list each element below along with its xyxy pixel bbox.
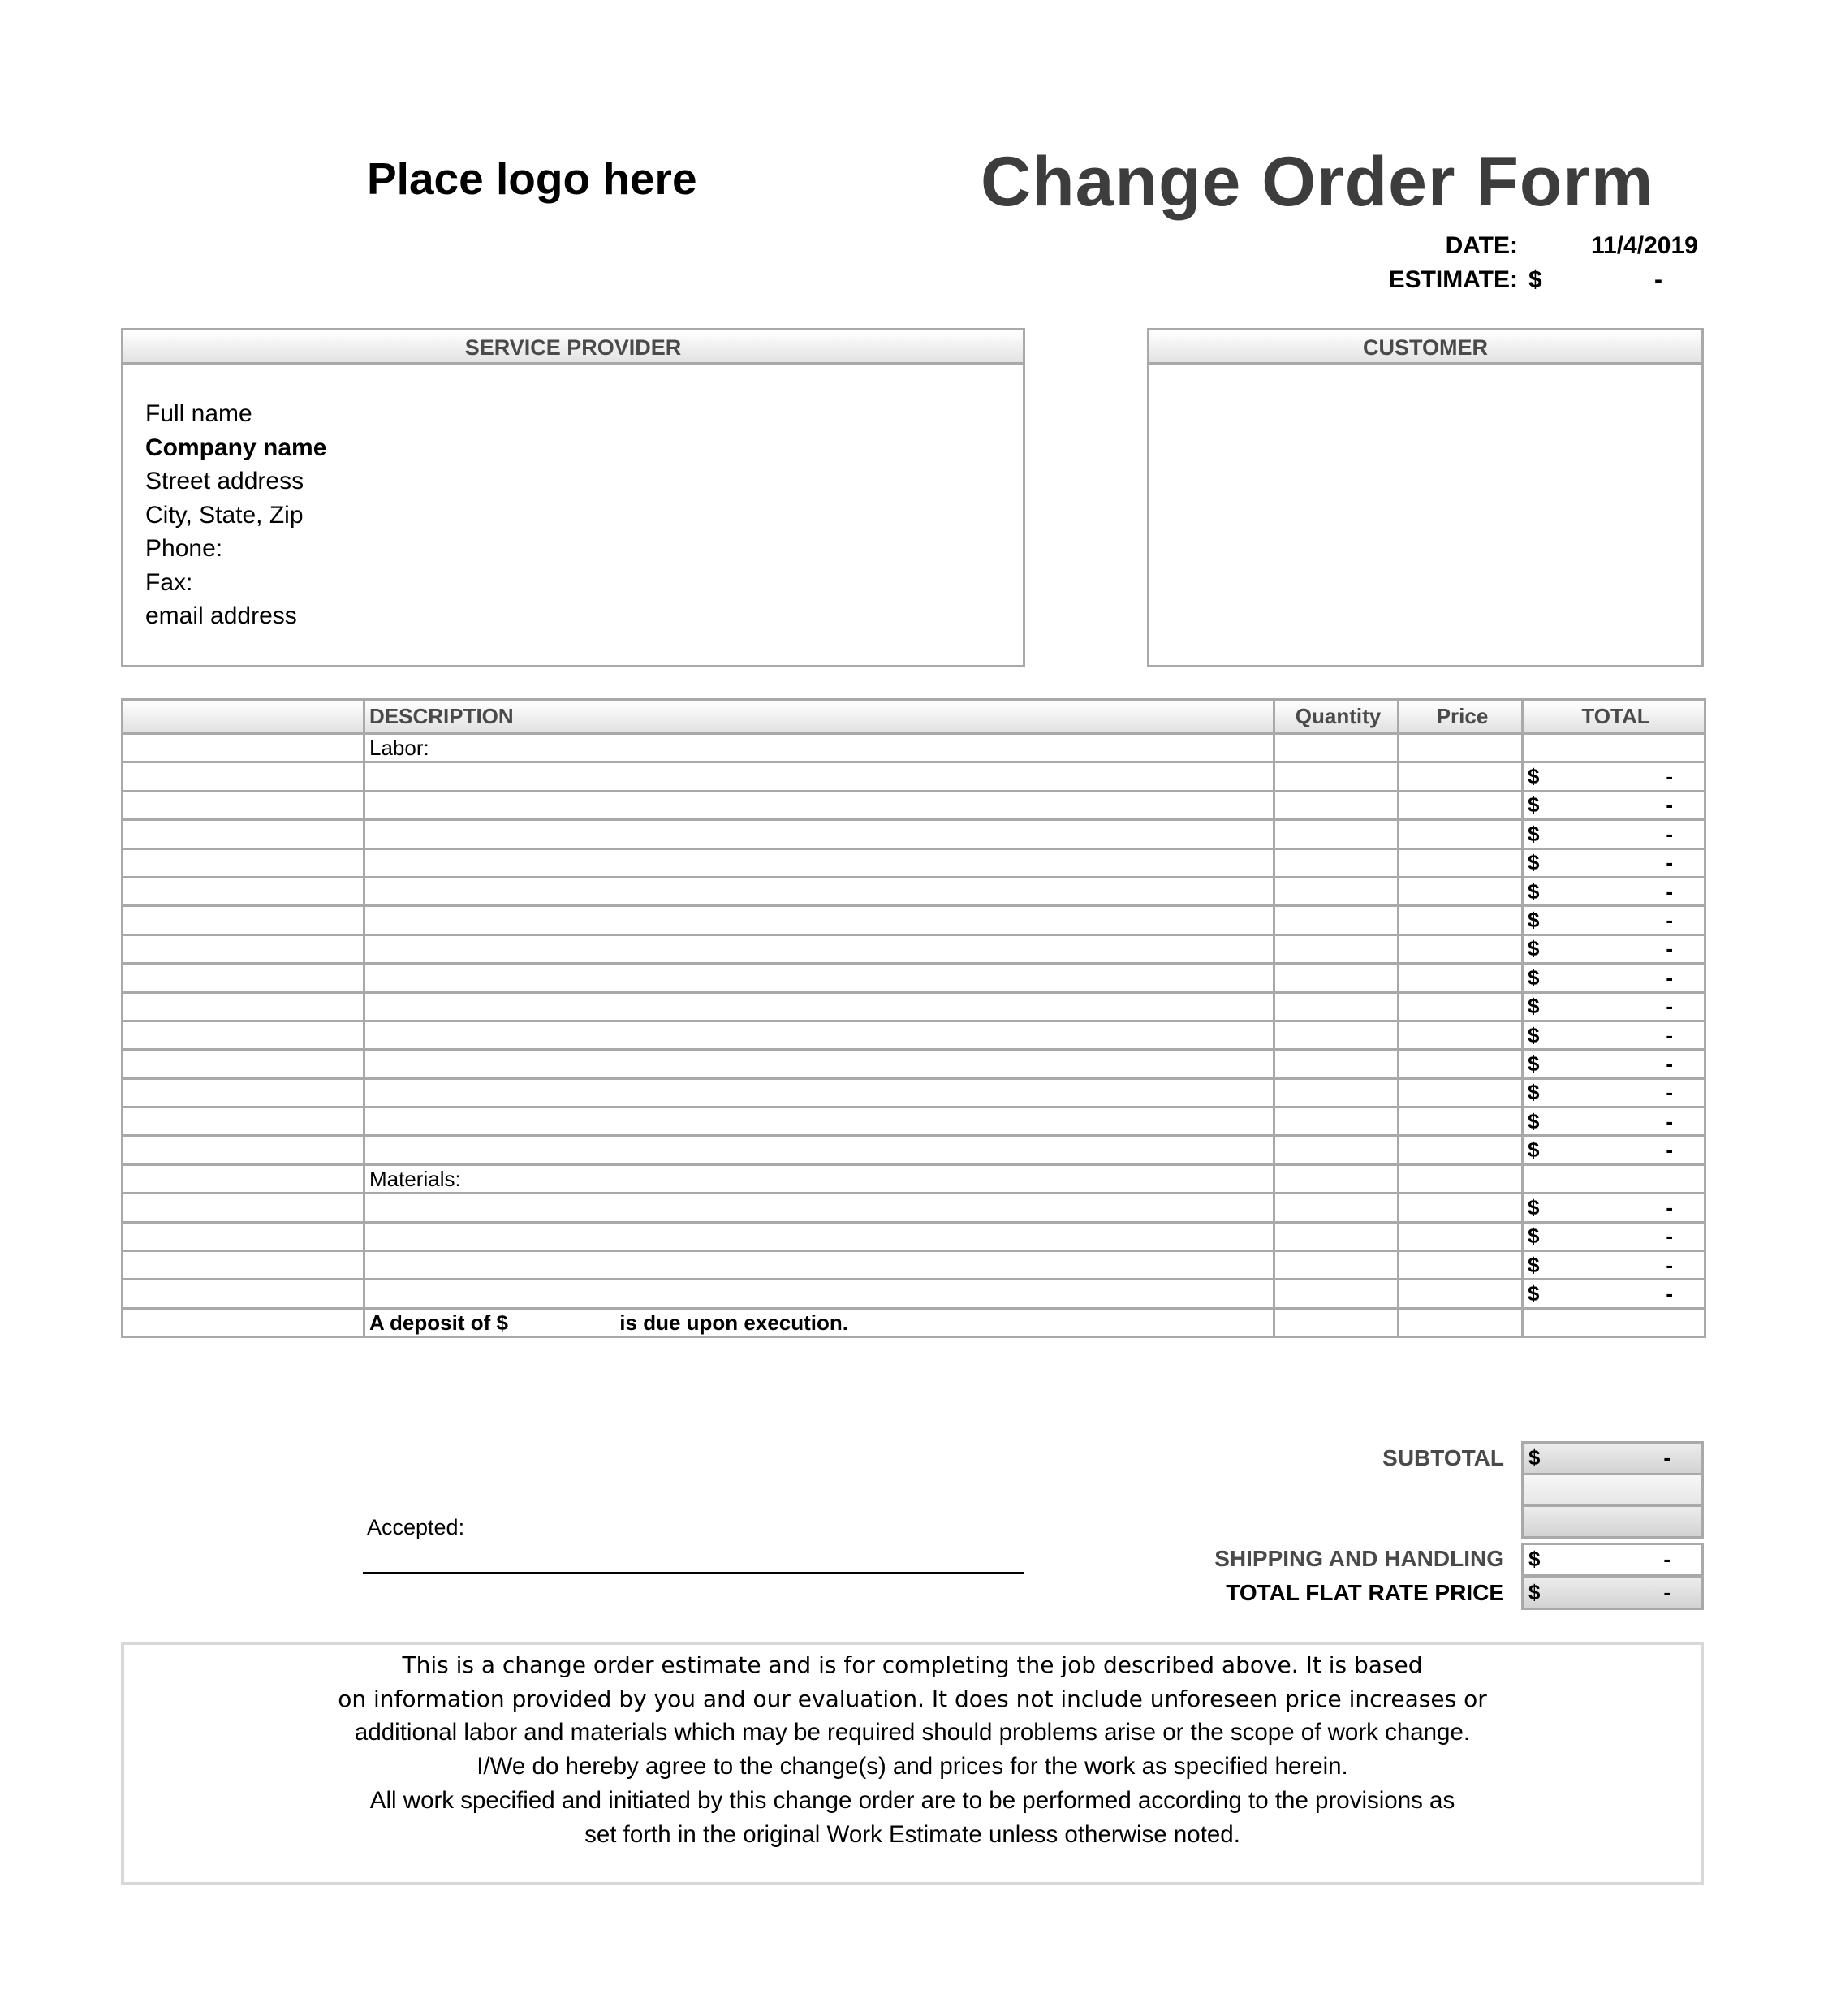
line-total-value: - [1666,792,1673,818]
column-header-total: TOTAL [1523,700,1705,734]
line-total-value: - [1666,936,1673,961]
line-total-value: - [1666,1108,1673,1133]
table-row [123,820,1705,848]
line-total-currency: $ [1528,1051,1540,1076]
table-cell[interactable] [1399,1050,1523,1078]
estimate-label: ESTIMATE: [1388,266,1518,293]
line-total-value: - [1666,1252,1673,1277]
line-total-cell [1523,1251,1705,1280]
subtotal-currency: $ [1528,1445,1541,1470]
table-cell[interactable] [1399,1251,1523,1280]
table-cell[interactable] [1274,935,1399,963]
line-total-value: - [1666,1022,1673,1047]
table-cell[interactable] [123,1308,364,1336]
line-total-cell [1523,964,1705,992]
table-cell[interactable] [1274,1194,1399,1222]
line-total [1528,1195,1704,1220]
table-cell[interactable] [1274,1050,1399,1078]
line-total-cell [1523,1136,1705,1164]
line-total-cell [1523,762,1705,791]
table-cell[interactable] [364,1251,1274,1280]
table-cell[interactable] [123,1251,364,1280]
line-total-cell [1523,1078,1705,1107]
table-cell[interactable] [364,992,1274,1021]
table-cell[interactable] [1274,848,1399,877]
table-cell[interactable] [364,848,1274,877]
line-total-value: - [1666,1281,1673,1306]
materials-section-row [123,1164,1705,1193]
line-total-currency: $ [1528,965,1540,990]
line-total-value: - [1666,908,1673,933]
disclaimer-line: All work specified and initiated by this change order are to be performed according to the provisions as [369,1786,1455,1814]
table-cell[interactable] [123,1050,364,1078]
provider-street-address[interactable]: Street address [145,468,304,494]
line-total-value: - [1666,1138,1673,1163]
signature-line[interactable] [363,1572,1024,1574]
disclaimer-line: additional labor and materials which may be required should problems arise or the scope of work change. [354,1719,1471,1746]
table-cell[interactable] [1399,1021,1523,1049]
date-value[interactable]: 11/4/2019 [1591,232,1698,259]
line-total-currency: $ [1528,850,1540,875]
line-total-currency: $ [1528,764,1540,789]
table-cell[interactable] [1399,1136,1523,1164]
table-cell[interactable] [123,1280,364,1308]
line-total [1528,1281,1704,1306]
table-cell[interactable] [1399,820,1523,848]
table-row [123,762,1705,791]
table-row [123,1050,1705,1078]
line-total [1528,764,1704,789]
deposit-note: A deposit of $_________ is due upon execution. [364,1308,1274,1336]
table-cell[interactable] [1399,734,1523,762]
line-total [1528,1109,1704,1134]
line-total [1528,994,1704,1019]
line-total-currency: $ [1528,1022,1540,1047]
provider-phone[interactable]: Phone: [145,535,223,562]
line-total-cell [1523,992,1705,1021]
line-total-cell [1523,1222,1705,1250]
table-cell[interactable] [1399,877,1523,905]
table-row [123,906,1705,935]
line-total-value: - [1666,878,1673,904]
line-total [1528,936,1704,961]
table-cell[interactable] [1523,1308,1705,1336]
table-cell[interactable] [1274,964,1399,992]
table-cell[interactable] [364,906,1274,935]
line-total-currency: $ [1528,908,1540,933]
table-row [123,877,1705,905]
table-cell[interactable] [1399,1280,1523,1308]
table-cell[interactable] [1399,992,1523,1021]
line-total-currency: $ [1528,1194,1540,1220]
table-header-row [123,700,1705,734]
line-total-currency: $ [1528,994,1540,1019]
blank-shaded-summary-cell [1521,1504,1704,1539]
disclaimer-line: on information provided by you and our evaluation. It does not include unforeseen price increases or [338,1685,1487,1712]
line-total-value: - [1666,821,1673,846]
estimate-currency: $ [1528,266,1542,293]
line-total-currency: $ [1528,1281,1540,1306]
line-total-currency: $ [1528,792,1540,818]
line-total [1528,1224,1704,1249]
table-cell[interactable] [364,1280,1274,1308]
total-flat-rate-label: TOTAL FLAT RATE PRICE [1226,1580,1504,1605]
line-total-cell [1523,1107,1705,1136]
deposit-row [123,1308,1705,1336]
line-total-value: - [1666,994,1673,1019]
line-total [1528,1051,1704,1077]
disclaimer-line: set forth in the original Work Estimate unless otherwise noted. [584,1820,1240,1848]
table-cell[interactable] [1399,935,1523,963]
shipping-value[interactable]: - [1663,1547,1671,1572]
table-cell[interactable] [1399,1194,1523,1222]
table-cell[interactable] [123,992,364,1021]
table-cell[interactable] [1274,762,1399,791]
provider-fax[interactable]: Fax: [145,568,193,596]
shipping-currency: $ [1528,1547,1541,1572]
service-provider-heading: SERVICE PROVIDER [123,330,1023,365]
line-total [1528,965,1704,991]
table-cell[interactable] [123,906,364,935]
provider-full-name[interactable]: Full name [145,400,252,427]
table-cell[interactable] [123,848,364,877]
service-provider-details[interactable] [123,365,1023,633]
table-cell[interactable] [364,762,1274,791]
table-cell[interactable] [1274,1251,1399,1280]
line-total-cell [1523,1050,1705,1078]
table-cell[interactable] [123,935,364,963]
table-cell[interactable] [123,1078,364,1107]
disclaimer-box [121,1642,1704,1885]
line-total [1528,850,1704,875]
column-header-blank [123,700,364,734]
table-cell[interactable] [364,791,1274,819]
materials-label: Materials: [364,1164,1274,1193]
total-flat-rate-cell [1521,1576,1704,1610]
logo-placeholder: Place logo here [367,153,697,204]
line-total-cell [1523,1021,1705,1049]
table-cell[interactable] [1399,1078,1523,1107]
blank-summary-cell[interactable] [1521,1473,1704,1507]
line-total [1528,1023,1704,1048]
accepted-label: Accepted: [367,1515,465,1539]
table-cell[interactable] [1274,791,1399,819]
table-row [123,1078,1705,1107]
table-cell[interactable] [1399,1308,1523,1336]
total-currency: $ [1528,1580,1541,1605]
customer-box [1147,328,1704,667]
line-total-value: - [1666,850,1673,875]
table-row [123,1107,1705,1136]
table-cell[interactable] [123,1222,364,1250]
line-total-currency: $ [1528,1138,1540,1163]
table-cell[interactable] [1274,1107,1399,1136]
table-cell[interactable] [1274,1136,1399,1164]
customer-details-area[interactable] [1149,365,1701,665]
table-cell[interactable] [1274,877,1399,905]
line-total-cell [1523,848,1705,877]
table-row [123,1251,1705,1280]
line-total-cell [1523,935,1705,963]
provider-city-state-zip[interactable]: City, State, Zip [145,501,304,529]
line-total [1528,822,1704,847]
customer-heading: CUSTOMER [1149,330,1701,365]
table-cell[interactable] [123,762,364,791]
table-row [123,848,1705,877]
table-cell[interactable] [123,734,364,762]
table-row [123,1136,1705,1164]
line-total-currency: $ [1528,878,1540,904]
table-cell[interactable] [1274,1280,1399,1308]
table-cell[interactable] [1399,906,1523,935]
table-cell[interactable] [364,1021,1274,1049]
line-total-value: - [1666,764,1673,789]
table-cell[interactable] [1523,1164,1705,1193]
table-cell[interactable] [1274,906,1399,935]
column-header-price: Price [1399,700,1523,734]
line-total-currency: $ [1528,821,1540,846]
provider-company-name[interactable]: Company name [145,434,327,461]
shipping-label: SHIPPING AND HANDLING [1214,1546,1504,1571]
line-total [1528,1253,1704,1278]
table-cell[interactable] [1399,762,1523,791]
table-cell[interactable] [123,1021,364,1049]
table-cell[interactable] [364,1107,1274,1136]
table-cell[interactable] [1399,848,1523,877]
subtotal-label: SUBTOTAL [1382,1445,1504,1470]
table-cell[interactable] [364,877,1274,905]
shipping-cell[interactable] [1521,1543,1704,1577]
line-total-currency: $ [1528,1108,1540,1133]
subtotal-value: - [1663,1445,1671,1470]
line-total-cell [1523,1194,1705,1222]
estimate-value[interactable]: - [1654,266,1662,293]
table-row [123,1021,1705,1049]
disclaimer-line: I/We do hereby agree to the change(s) and prices for the work as specified herein. [476,1753,1348,1781]
line-total-cell [1523,820,1705,848]
table-cell[interactable] [364,964,1274,992]
page-title: Change Order Form [981,143,1654,221]
line-total-value: - [1666,1194,1673,1220]
table-cell[interactable] [123,1164,364,1193]
column-header-description: DESCRIPTION [364,700,1274,734]
table-row [123,791,1705,819]
line-total [1528,1138,1704,1163]
table-cell[interactable] [364,1194,1274,1222]
line-total-cell [1523,877,1705,905]
table-cell[interactable] [123,964,364,992]
line-total-currency: $ [1528,1252,1540,1277]
table-cell[interactable] [364,1136,1274,1164]
table-row [123,964,1705,992]
table-cell[interactable] [364,1078,1274,1107]
line-total-cell [1523,1280,1705,1308]
table-cell[interactable] [1274,1164,1399,1193]
table-cell[interactable] [1399,964,1523,992]
table-cell[interactable] [364,820,1274,848]
table-row [123,1194,1705,1222]
table-cell[interactable] [1274,1021,1399,1049]
table-cell[interactable] [123,1136,364,1164]
table-cell[interactable] [1274,1308,1399,1336]
table-row [123,1280,1705,1308]
line-total-cell [1523,791,1705,819]
line-total [1528,1080,1704,1105]
table-cell[interactable] [364,1050,1274,1078]
line-total-cell [1523,906,1705,935]
disclaimer-line: This is a change order estimate and is for completing the job described above. It is based [402,1651,1423,1678]
table-cell[interactable] [123,791,364,819]
provider-email[interactable]: email address [145,602,297,629]
line-total-value: - [1666,1051,1673,1076]
table-row [123,1222,1705,1250]
table-cell[interactable] [1274,1222,1399,1250]
table-cell[interactable] [364,935,1274,963]
table-cell[interactable] [1274,734,1399,762]
line-total-currency: $ [1528,1224,1540,1249]
line-total [1528,908,1704,933]
line-total-value: - [1666,1080,1673,1105]
table-cell[interactable] [123,1107,364,1136]
labor-section-row [123,734,1705,762]
table-cell[interactable] [1399,791,1523,819]
table-cell[interactable] [1399,1107,1523,1136]
total-value: - [1663,1580,1671,1605]
line-total-value: - [1666,965,1673,990]
table-cell[interactable] [123,1194,364,1222]
column-header-quantity: Quantity [1274,700,1399,734]
subtotal-cell [1521,1441,1704,1475]
table-cell[interactable] [1399,1164,1523,1193]
table-row [123,992,1705,1021]
table-cell[interactable] [123,877,364,905]
service-provider-box [121,328,1025,667]
table-cell[interactable] [1523,734,1705,762]
table-cell[interactable] [123,820,364,848]
date-label: DATE: [1445,232,1518,259]
items-table [121,698,1706,1338]
line-total [1528,792,1704,818]
table-cell[interactable] [1399,1222,1523,1250]
labor-label: Labor: [364,734,1274,762]
table-row [123,935,1705,963]
table-cell[interactable] [364,1222,1274,1250]
line-total-currency: $ [1528,1080,1540,1105]
table-cell[interactable] [1274,992,1399,1021]
table-cell[interactable] [1274,1078,1399,1107]
table-cell[interactable] [1274,820,1399,848]
line-total [1528,879,1704,904]
line-total-value: - [1666,1224,1673,1249]
line-total-currency: $ [1528,936,1540,961]
